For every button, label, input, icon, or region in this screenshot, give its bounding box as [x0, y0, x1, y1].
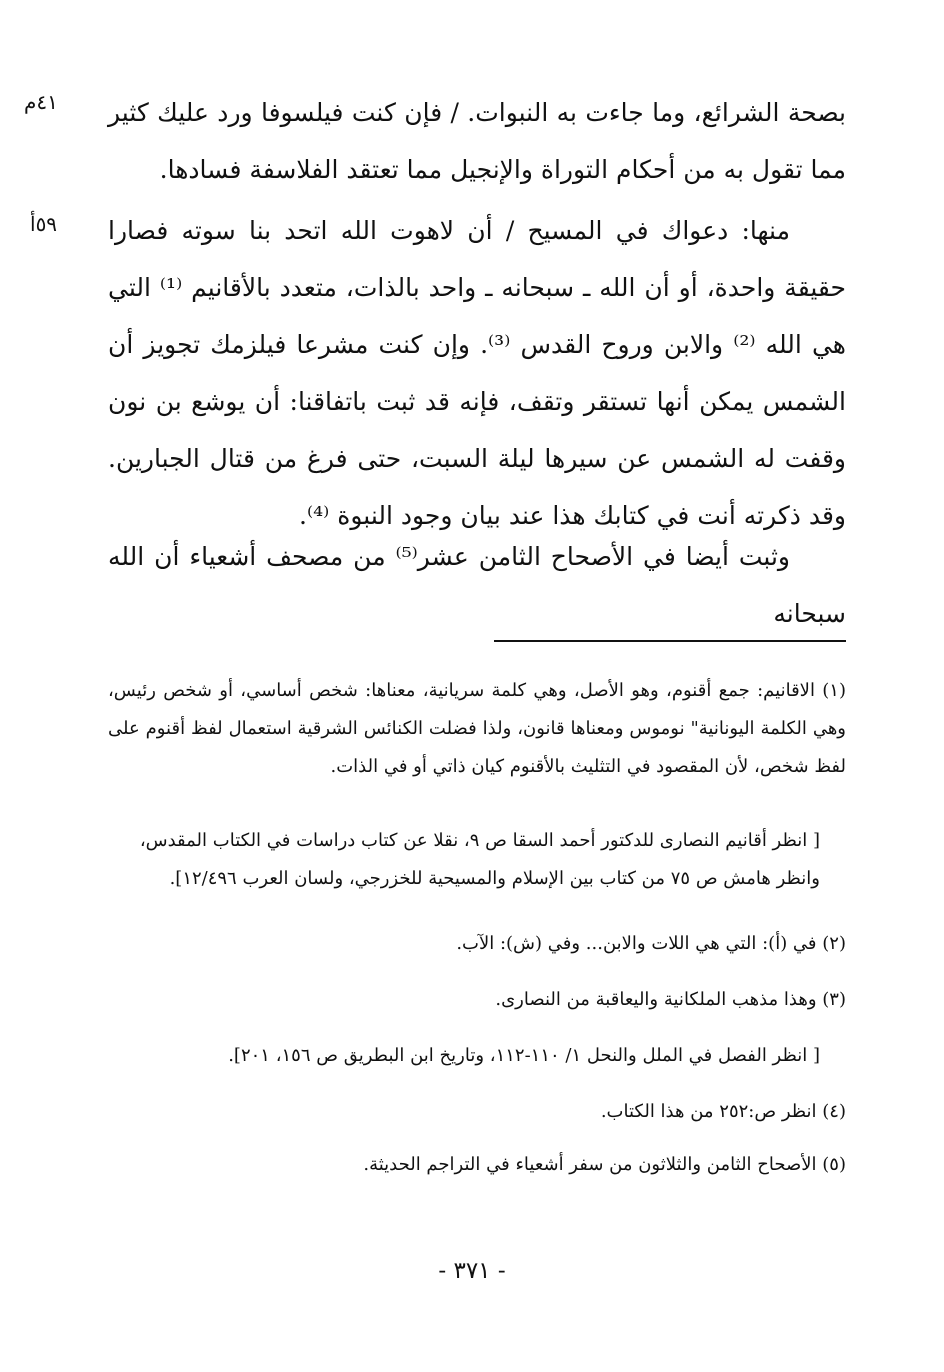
margin-note-manuscript-ref: ٥٩أ — [30, 212, 58, 236]
main-text — [108, 202, 846, 544]
footnotes — [108, 672, 846, 786]
footnote-reference-line: وانظر هامش ص ٧٥ من كتاب بين الإسلام والمسيحية للخزرجي، ولسان العرب ١٢/٤٩٦]. — [169, 868, 820, 889]
footnote — [108, 1146, 846, 1184]
footnote-divider — [494, 640, 846, 642]
footnote: (٤) انظر ص:٢٥٢ من هذا الكتاب. — [600, 1101, 846, 1122]
footnote: (٥) الأصحاح الثامن والثلاثون من سفر أشعياء في التراجم الحديثة. — [363, 1154, 846, 1175]
main-text — [108, 528, 846, 642]
footnote-reference — [108, 822, 846, 898]
main-text — [108, 84, 846, 198]
footnote: (٢) في (أ): التي هي اللات والابن... وفي (ش): الآب. — [456, 933, 846, 954]
footnote — [108, 981, 846, 1019]
page-number: - ٣٧١ - — [438, 1258, 506, 1284]
footnote — [108, 1093, 846, 1131]
footnote: (٣) وهذا مذهب الملكانية واليعاقبة من النصارى. — [495, 989, 846, 1010]
body-paragraph: وثبت أيضا في الأصحاح الثامن عشر⁽⁵⁾ من مصحف أشعياء أن الله سبحانه — [108, 542, 846, 628]
body-paragraph: بصحة الشرائع، وما جاءت به النبوات. / فإن كنت فيلسوفا ورد عليك كثير مما تقول به من أحكام التوراة والإنجيل مما تعتقد الفلاسفة فسادها. — [108, 98, 846, 184]
footnote — [108, 925, 846, 963]
footnote-reference-line: [ انظر أقانيم النصارى للدكتور أحمد السقا ص ٩، نقلا عن كتاب دراسات في الكتاب المقدس، — [139, 830, 820, 851]
footnote-reference — [108, 1037, 846, 1075]
footnote-reference-line: [ انظر الفصل في الملل والنحل ١/ ١١٠-١١٢، وتاريخ ابن البطريق ص ١٥٦، ٢٠١]. — [228, 1045, 820, 1066]
body-paragraph: منها: دعواك في المسيح / أن لاهوت الله اتحد بنا سوته فصارا حقيقة واحدة، أو أن الله ـ سبحانه ـ واحد بالذات، متعدد بالأقانيم ⁽¹⁾ التي هي الله ⁽²⁾ والابن وروح القدس ⁽³⁾. وإن كنت مشرعا فيلزمك تجويز أن الشمس يمكن أنها تستقر وتقف، فإنه قد ثبت باتفاقنا: أن يوشع بن نون وقفت له الشمس عن سيرها ليلة السبت، حتى فرغ من قتال الجبارين. وقد ذكرته أنت في كتابك هذا عند بيان وجود النبوة ⁽⁴⁾. — [108, 216, 846, 530]
margin-note-manuscript-ref: ٤١م — [24, 90, 58, 114]
footnote: (١) الاقانيم: جمع أقنوم، وهو الأصل، وهي كلمة سريانية، معناها: شخص أساسي، أو شخص رئيس، وهي الكلمة اليونانية" نوموس ومعناها قانون، ولذا فضلت الكنائس الشرقية استعمال لفظ أقنوم على لفظ شخص، لأن المقصود في التثليث بالأقنوم كيان ذاتي أو في الذات. — [108, 680, 847, 777]
